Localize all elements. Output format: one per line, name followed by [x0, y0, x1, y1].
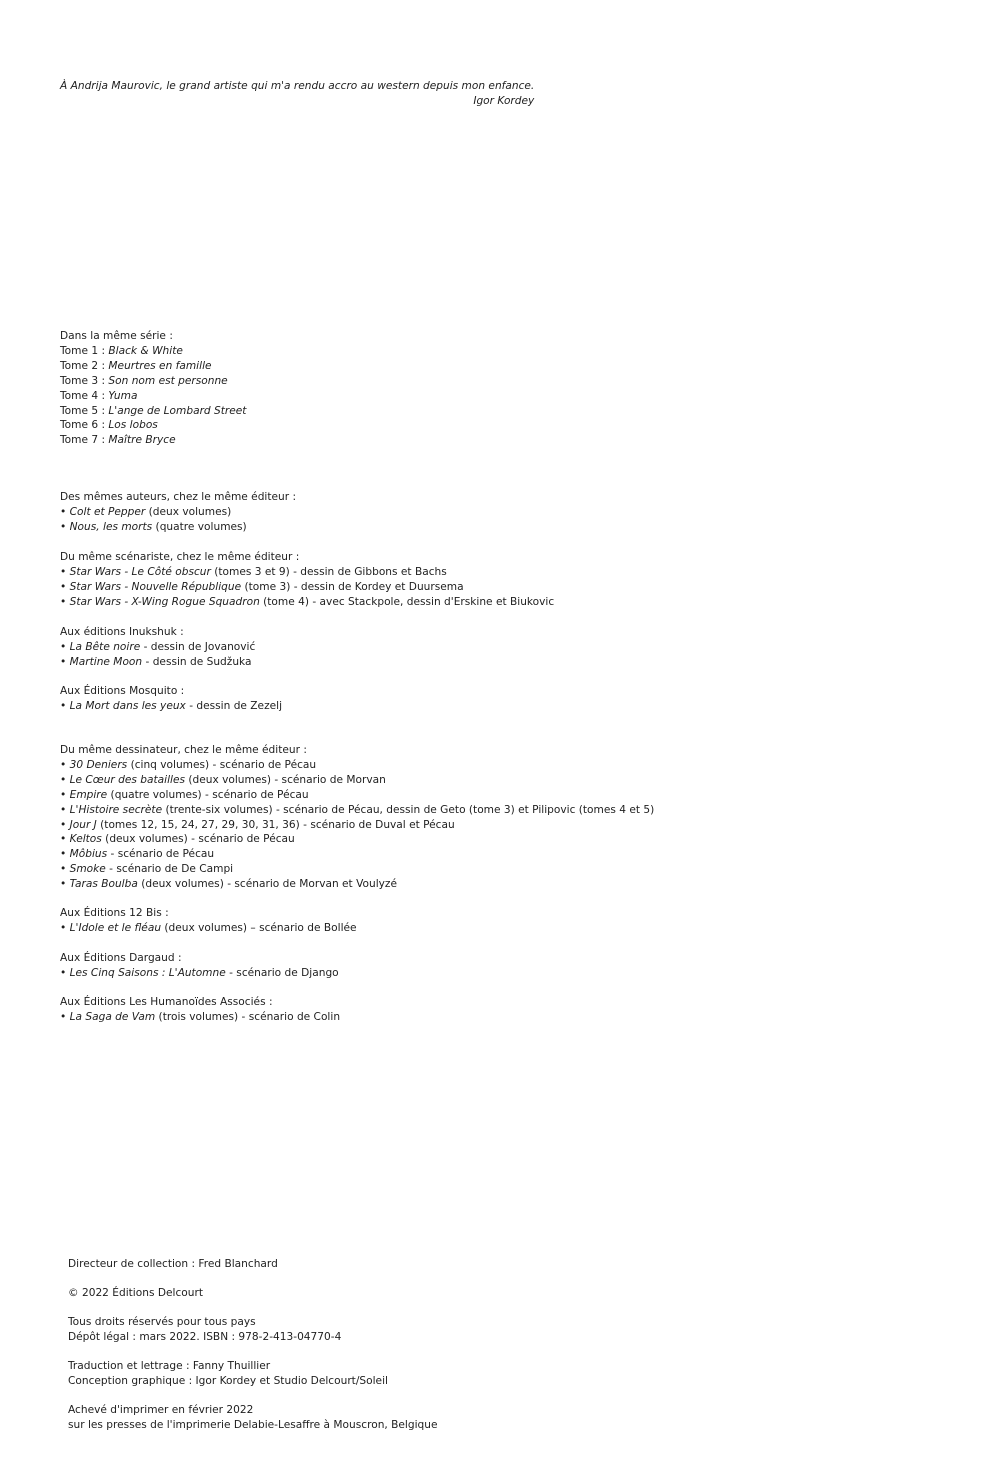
rights-notice: Tous droits réservés pour tous pays	[68, 1316, 256, 1328]
work-title: Taras Boulba	[69, 878, 138, 891]
bullet: •	[60, 520, 70, 533]
printer-credit: sur les presses de l'imprimerie Delabie-Lesaffre à Mouscron, Belgique	[68, 1419, 438, 1431]
work-title: Star Wars - X-Wing Rogue Squadron	[69, 595, 260, 608]
work-title: Son nom est personne	[108, 374, 228, 387]
bullet: •	[60, 833, 70, 846]
section-heading: Aux éditions Inukshuk :	[60, 626, 184, 638]
work-details: (tome 4) - avec Stackpole, dessin d'Erskine et Biukovic	[259, 595, 555, 608]
work-title: Môbius	[69, 848, 108, 861]
humanoides-works-list	[60, 995, 340, 1025]
work-title: Yuma	[108, 389, 138, 402]
section-heading: Dans la même série :	[60, 330, 173, 342]
work-details: - scénario de Django	[225, 966, 339, 979]
bullet: •	[60, 758, 70, 771]
work-title: Star Wars - Nouvelle République	[69, 580, 242, 593]
bullet: •	[60, 818, 70, 831]
section-heading: Du même dessinateur, chez le même éditeur :	[60, 744, 307, 756]
work-details: - dessin de Jovanović	[140, 640, 256, 653]
work-details: - scénario de De Campi	[105, 863, 234, 876]
bibliography-item	[60, 505, 296, 520]
work-details: (tomes 12, 15, 24, 27, 29, 30, 31, 36) - scénario de Duval et Pécau	[96, 818, 455, 831]
work-details: (quatre volumes)	[152, 520, 247, 533]
print-date: Achevé d'imprimer en février 2022	[68, 1404, 254, 1416]
volume-label: Tome 4 :	[60, 389, 109, 402]
bullet: •	[60, 655, 70, 668]
series-volume-item	[60, 404, 246, 419]
work-details: - dessin de Sudžuka	[142, 655, 252, 668]
copyright: © 2022 Éditions Delcourt	[68, 1287, 203, 1299]
bullet: •	[60, 595, 70, 608]
section-heading: Aux Éditions Dargaud :	[60, 952, 182, 964]
bullet: •	[60, 878, 70, 891]
translation-credit: Traduction et lettrage : Fanny Thuillier	[68, 1360, 271, 1372]
work-title: Colt et Pepper	[69, 505, 146, 518]
bibliography-item	[60, 788, 654, 803]
series-volume-item	[60, 418, 246, 433]
volume-label: Tome 3 :	[60, 374, 109, 387]
inukshuk-works-list	[60, 625, 255, 670]
work-details: (deux volumes) - scénario de Morvan	[185, 773, 386, 786]
bullet: •	[60, 565, 70, 578]
series-volume-item	[60, 389, 246, 404]
bibliography-item	[60, 640, 255, 655]
bullet: •	[60, 966, 70, 979]
dedication	[60, 79, 534, 109]
work-details: (deux volumes) - scénario de Pécau	[101, 833, 295, 846]
colophon	[68, 1257, 438, 1433]
bibliography-item	[60, 847, 654, 862]
bibliography-item	[60, 803, 654, 818]
work-details: (tomes 3 et 9) - dessin de Gibbons et Bachs	[210, 565, 447, 578]
series-list	[60, 329, 246, 448]
work-details: (trente-six volumes) - scénario de Pécau, dessin de Geto (tome 3) et Pilipovic (tomes 4 et 5)	[162, 803, 655, 816]
bibliography-item	[60, 818, 654, 833]
work-title: Maître Bryce	[108, 434, 176, 447]
artist-works-list	[60, 743, 654, 892]
series-volume-item	[60, 374, 246, 389]
dedication-signature: Igor Kordey	[473, 94, 535, 107]
legal-deposit: Dépôt légal : mars 2022. ISBN : 978-2-413-04770-4	[68, 1331, 342, 1343]
work-details: (cinq volumes) - scénario de Pécau	[127, 758, 317, 771]
bibliography-item	[60, 921, 357, 936]
bibliography-item	[60, 655, 255, 670]
bullet: •	[60, 505, 70, 518]
work-details: (deux volumes) - scénario de Morvan et Voulyzé	[137, 878, 397, 891]
work-details: (deux volumes) – scénario de Bollée	[161, 921, 357, 934]
work-title: Keltos	[69, 833, 102, 846]
work-details: - scénario de Pécau	[107, 848, 215, 861]
bibliography-item	[60, 699, 282, 714]
bibliography-item	[60, 1010, 340, 1025]
work-title: Smoke	[69, 863, 106, 876]
bibliography-item	[60, 580, 554, 595]
work-title: L'ange de Lombard Street	[108, 404, 247, 417]
work-details: (deux volumes)	[145, 505, 232, 518]
section-heading: Des mêmes auteurs, chez le même éditeur :	[60, 491, 297, 503]
writer-works-list	[60, 550, 554, 610]
same-authors-list	[60, 490, 296, 535]
work-title: Star Wars - Le Côté obscur	[69, 565, 211, 578]
section-heading: Du même scénariste, chez le même éditeur :	[60, 551, 300, 563]
work-title: 30 Deniers	[69, 758, 128, 771]
work-title: La Mort dans les yeux	[69, 699, 186, 712]
bullet: •	[60, 699, 70, 712]
bibliography-item	[60, 877, 654, 892]
volume-label: Tome 2 :	[60, 359, 109, 372]
series-volume-item	[60, 359, 246, 374]
section-heading: Aux Éditions Mosquito :	[60, 685, 185, 697]
section-heading: Aux Éditions 12 Bis :	[60, 907, 169, 919]
bullet: •	[60, 773, 70, 786]
work-title: Martine Moon	[69, 655, 143, 668]
bullet: •	[60, 803, 70, 816]
bibliography-item	[60, 758, 654, 773]
work-details: (tome 3) - dessin de Kordey et Duursema	[241, 580, 464, 593]
work-title: Jour J	[69, 818, 97, 831]
bibliography-item	[60, 520, 296, 535]
bullet: •	[60, 1010, 70, 1023]
design-credit: Conception graphique : Igor Kordey et Studio Delcourt/Soleil	[68, 1375, 388, 1387]
bullet: •	[60, 788, 70, 801]
work-title: Le Cœur des batailles	[69, 773, 185, 786]
series-volume-item	[60, 344, 246, 359]
bullet: •	[60, 848, 70, 861]
bullet: •	[60, 863, 70, 876]
bibliography-item	[60, 773, 654, 788]
work-title: La Saga de Vam	[69, 1010, 156, 1023]
volume-label: Tome 6 :	[60, 419, 109, 432]
dedication-text: À Andrija Maurovic, le grand artiste qui m'a rendu accro au western depuis mon enfance.	[60, 80, 535, 92]
section-heading: Aux Éditions Les Humanoïdes Associés :	[60, 996, 273, 1008]
work-title: Empire	[69, 788, 108, 801]
volume-label: Tome 5 :	[60, 404, 109, 417]
work-title: La Bête noire	[69, 640, 141, 653]
work-title: Nous, les morts	[69, 520, 153, 533]
work-title: Meurtres en famille	[108, 359, 212, 372]
collection-director: Directeur de collection : Fred Blanchard	[68, 1258, 278, 1270]
work-title: Les Cinq Saisons : L'Automne	[69, 966, 226, 979]
dargaud-works-list	[60, 951, 339, 981]
work-details: (trois volumes) - scénario de Colin	[155, 1010, 341, 1023]
volume-label: Tome 7 :	[60, 434, 109, 447]
bullet: •	[60, 640, 70, 653]
volume-label: Tome 1 :	[60, 344, 109, 357]
work-details: (quatre volumes) - scénario de Pécau	[107, 788, 309, 801]
work-title: Black & White	[108, 344, 183, 357]
work-title: L'Idole et le fléau	[69, 921, 162, 934]
mosquito-works-list	[60, 684, 282, 714]
work-details: - dessin de Zezelj	[185, 699, 283, 712]
bibliography-item	[60, 862, 654, 877]
work-title: L'Histoire secrète	[69, 803, 163, 816]
bullet: •	[60, 580, 70, 593]
bibliography-item	[60, 966, 339, 981]
series-volume-item	[60, 433, 246, 448]
bibliography-item	[60, 595, 554, 610]
bullet: •	[60, 921, 70, 934]
bibliography-item	[60, 565, 554, 580]
bibliography-item	[60, 832, 654, 847]
bis12-works-list	[60, 906, 357, 936]
work-title: Los lobos	[108, 419, 158, 432]
